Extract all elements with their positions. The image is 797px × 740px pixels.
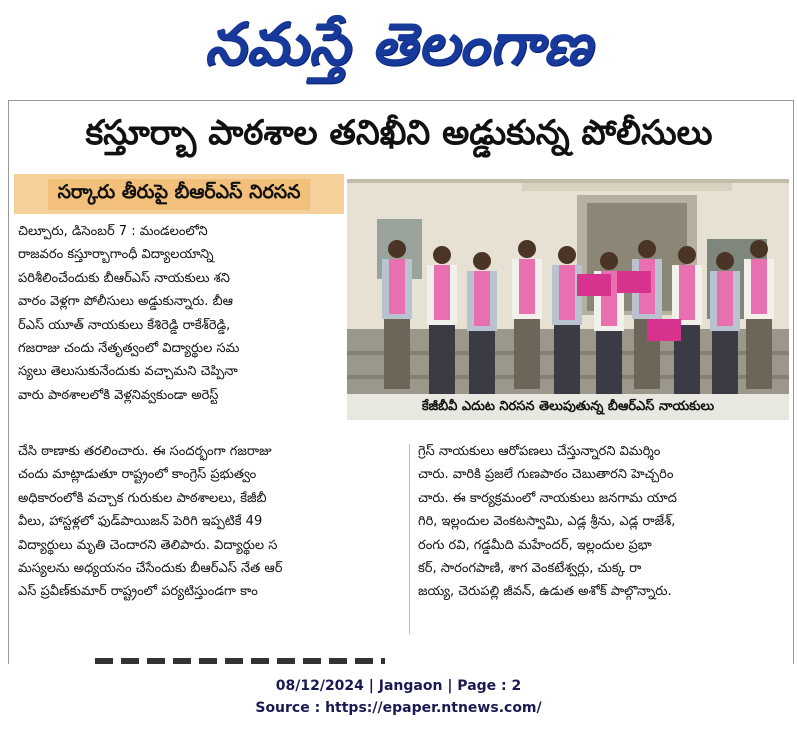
protester-figure (632, 240, 662, 389)
body-line: చారు. ఈ కార్యక్రమంలో నాయకులు జనగామ యాద (418, 490, 677, 506)
protester-figure (467, 252, 497, 401)
body-line: కర్, సారంగపాణి, శాగ వెంకటేశ్వర్లు, చుక్క రా (418, 560, 642, 576)
body-line: పరిశీలించేందుకు బీఆర్ఎస్ నాయకులు శని (18, 270, 230, 286)
protest-photo-illustration (347, 179, 789, 417)
body-line: ర్ఎస్ యూత్ నాయకులు కేశిరెడ్డి రాకేశ్‌రెడ్డి, (18, 317, 231, 333)
protester-figure (382, 240, 412, 389)
kicker-text: సర్కారు తీరుపై బీఆర్ఎస్ నిరసన (48, 179, 311, 210)
body-line: చారు. వారికి ప్రజలే గుణపాఠం చెబుతారని హెచ్చరిం (418, 467, 674, 483)
column-divider (409, 444, 410, 634)
protester-figure (744, 240, 774, 389)
body-line: స్యలు తెలుసుకునేందుకు వచ్చామని చెప్పినా (18, 364, 238, 380)
body-line: విద్యార్థులు మృతి చెందారని తెలిపారు. విద్యార్థుల స (18, 537, 278, 553)
body-line: జయ్య, చెరుపల్లి జీవన్, ఉడుత అశోక్ పాల్గొన్నారు. (418, 584, 672, 600)
protester-figure (512, 240, 542, 389)
masthead-logo: నమస్తే తెలంగాణ (204, 10, 593, 78)
body-line: వీలు, హాస్టళ్లలో ఫుడ్‌పాయిజన్ పెరిగి ఇప్పటికే 49 (18, 514, 263, 530)
body-line: ఎస్ ప్రవీణ్‌కుమార్ రాష్ట్రంలో పర్యటిస్తుండగా కాం (18, 584, 258, 600)
body-line: గజరాజు చందు నేతృత్వంలో విద్యార్థుల సమ (18, 340, 240, 356)
body-line: గ్రెస్ నాయకులు ఆరోపణలు చేస్తున్నారని విమర్శిం (418, 444, 661, 459)
cut-off-next-headline (95, 654, 385, 664)
article-headline: కస్తూర్బా పాఠశాల తనిఖీని అడ్డుకున్న పోలీసులు (85, 113, 713, 153)
placard (577, 274, 611, 296)
footer-date-edition: 08/12/2024 | Jangaon | Page : 2 (275, 678, 522, 694)
body-line: చందు మాట్లాడుతూ రాష్ట్రంలో కాంగ్రెస్ ప్రభుత్వం (18, 467, 257, 483)
body-column-left-top (18, 220, 343, 407)
body-line: రాజవరం కస్తూర్బాగాంధీ విద్యాలయాన్ని (18, 247, 214, 263)
protest-photo (347, 179, 789, 417)
body-line: చిల్పూరు, డిసెంబర్ 7 : మండలంలోని (18, 224, 208, 239)
article-kicker (14, 174, 344, 214)
body-line: అధికారంలోకి వచ్చాక గురుకుల పాఠశాలలు, కేజీబీ (18, 490, 267, 506)
protester-figure (710, 252, 740, 401)
footer-source: Source : https://epaper.ntnews.com/ (255, 700, 542, 716)
body-line: మస్యలను అధ్యయనం చేసేందుకు బీఆర్ఎస్ నేత ఆర్ (18, 560, 283, 576)
body-column-right (418, 440, 790, 604)
body-column-left-bottom (18, 440, 403, 604)
photo-caption: కేజీబీవీ ఎదుట నిరసన తెలుపుతున్న బీఆర్ఎస్ నాయకులు (347, 394, 789, 420)
placard (647, 319, 681, 341)
placard (617, 271, 651, 293)
body-line: చేసి ఠాణాకు తరలించారు. ఈ సందర్భంగా గజరాజు (18, 444, 272, 459)
body-line: వారు పాఠశాలలోకి వెళ్లనివ్వకుండా అరెస్ట్ (18, 387, 219, 403)
body-line: గిరి, ఇల్లందుల వెంకటస్వామి, ఎడ్ల శ్రీను, ఎడ్ల రాజేశ్, (418, 514, 676, 530)
body-line: వారం వెళ్లగా పోలీసులు అడ్డుకున్నారు. బీఆ (18, 294, 233, 310)
body-line: రంగు రవి, గడ్డమీది మహేందర్, ఇల్లందుల ప్రభా (418, 537, 652, 553)
protester-figure (427, 246, 457, 395)
protester-figure (552, 246, 582, 395)
